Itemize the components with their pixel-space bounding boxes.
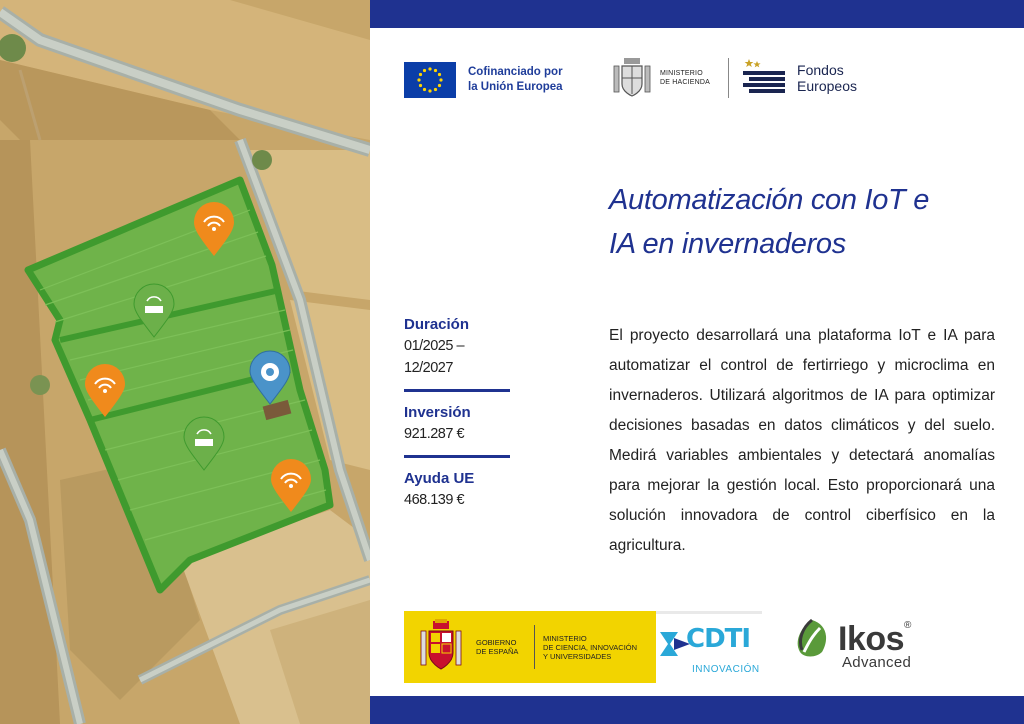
ministerio-ciencia-line1: MINISTERIO <box>543 633 587 643</box>
ikos-registered-mark: ® <box>904 620 911 631</box>
spain-coat-of-arms-icon <box>418 619 464 675</box>
eu-logo-line2: la Unión Europea <box>468 81 563 93</box>
project-title-line2: IA en invernaderos <box>609 228 846 260</box>
project-info <box>404 315 514 511</box>
duration-value: 01/2025 – 12/2027 <box>404 338 465 376</box>
fondos-line2: Europeos <box>797 78 857 94</box>
cdti-sub: INNOVACIÓN <box>692 664 760 675</box>
field-map-illustration <box>0 0 370 724</box>
investment-label: Inversión <box>404 404 471 421</box>
leaf-icon <box>792 618 832 660</box>
cdti-name: CDTI <box>686 624 751 654</box>
project-description: El proyecto desarrollará una plataforma IoT e IA para automatizar el control de fertirriego y microclima en invernaderos. Utilizará algoritmos de IA para optimizar decisiones basadas en datos climáticos y del suelo. Medirá variables ambientales y detectará anomalías para mejorar la gestión local. Esto proporcionará una solución innovadora de control ciberfísico en la agricultura. <box>609 327 995 554</box>
fondos-europeos-text <box>797 62 857 94</box>
ikos-name-text: Ikos <box>838 620 905 658</box>
info-separator <box>404 455 510 458</box>
gobierno-line1: GOBIERNO <box>476 638 517 647</box>
duration-label: Duración <box>404 316 470 333</box>
fondos-europeos-icon <box>741 58 787 98</box>
map-svg <box>0 0 370 724</box>
fondos-europeos-logo <box>741 58 857 98</box>
ministerio-ciencia-line2: DE CIENCIA, INNOVACIÓN <box>543 642 638 652</box>
cdti-logo <box>656 611 762 683</box>
logo-divider <box>728 58 729 98</box>
eu-cofinancing-logo <box>404 62 563 98</box>
ikos-sub: Advanced <box>842 654 912 671</box>
ikos-advanced-logo <box>790 616 950 680</box>
ministerio-ciencia-line3: Y UNIVERSIDADES <box>543 651 612 661</box>
spain-coat-of-arms-icon <box>612 56 652 100</box>
ministerio-ciencia-text <box>543 634 653 661</box>
ministerio-hacienda-line1: MINISTERIO <box>660 70 703 77</box>
fondos-line1: Fondos <box>797 62 844 78</box>
ministerio-hacienda-logo <box>612 56 857 100</box>
eu-flag-icon <box>404 62 456 98</box>
ministerio-hacienda-line2: DE HACIENDA <box>660 79 711 86</box>
project-title-line1: Automatización con IoT e <box>609 184 930 216</box>
gobierno-espana-logo <box>404 611 656 683</box>
bottom-bar <box>370 696 1024 724</box>
aid-label: Ayuda UE <box>404 470 475 487</box>
info-separator <box>404 389 510 392</box>
aid-value: 468.139 € <box>404 492 465 508</box>
aid-block <box>404 469 514 511</box>
gobierno-text <box>476 638 532 656</box>
eu-logo-line1: Cofinanciado por <box>468 66 563 78</box>
eu-logo-text <box>468 65 563 95</box>
top-bar <box>370 0 1024 28</box>
investment-block <box>404 403 514 445</box>
gobierno-divider <box>534 625 535 669</box>
ministerio-hacienda-text <box>660 69 710 87</box>
investment-value: 921.287 € <box>404 426 465 442</box>
project-title <box>609 178 989 266</box>
gobierno-line2: DE ESPAÑA <box>476 647 519 656</box>
duration-block <box>404 315 514 379</box>
